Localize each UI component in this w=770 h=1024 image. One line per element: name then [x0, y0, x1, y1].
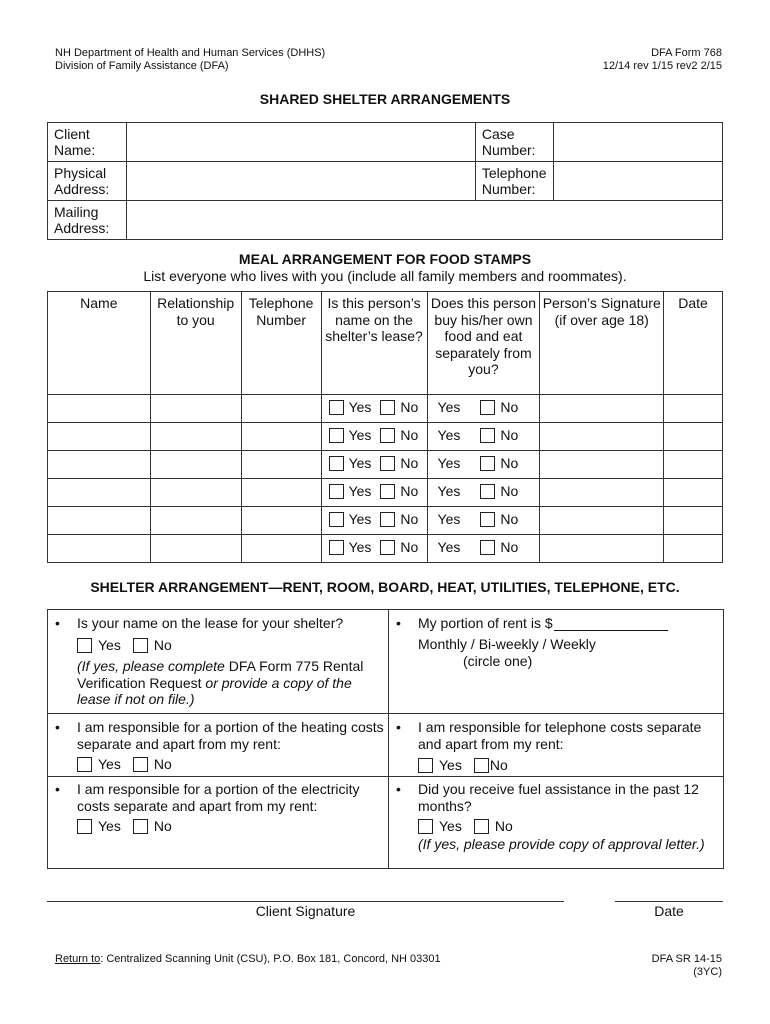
- date-cell[interactable]: [664, 479, 723, 507]
- yes-label: Yes: [98, 818, 121, 834]
- lease-yes-no: [321, 451, 427, 479]
- bullet: •: [55, 781, 60, 797]
- case-number-label: Case Number:: [475, 123, 553, 162]
- fuel-no-checkbox[interactable]: [474, 819, 489, 834]
- col-header-name: Name: [48, 292, 151, 395]
- lease-no-checkbox[interactable]: [380, 400, 395, 415]
- no-label: No: [400, 539, 419, 555]
- lease-yes-no: [321, 479, 427, 507]
- household-row: [48, 507, 723, 535]
- name-cell[interactable]: [48, 479, 151, 507]
- col-header-food: Does this person buy his/her own food and eat separately from you?: [427, 292, 540, 395]
- telephone-cell[interactable]: [241, 507, 321, 535]
- food-yes-no: [427, 395, 540, 423]
- yes-label: Yes: [437, 511, 461, 527]
- electricity-no-checkbox[interactable]: [133, 819, 148, 834]
- yes-label: Yes: [439, 818, 462, 834]
- lease-yes-checkbox[interactable]: [329, 428, 344, 443]
- date-label: Date: [654, 903, 684, 919]
- heat-yes-no: [77, 756, 172, 772]
- food-yes-checkbox[interactable]: [480, 400, 495, 415]
- heat-question-text: I am responsible for a portion of the heating costs separate and apart from my rent:: [77, 719, 384, 752]
- telephone-cell[interactable]: [241, 535, 321, 563]
- shelter-divider-1: [47, 713, 723, 714]
- telephone-cell[interactable]: [241, 479, 321, 507]
- lease-yes-checkbox[interactable]: [329, 484, 344, 499]
- lease-yes-no: [321, 423, 427, 451]
- telephone-number-label: Telephone Number:: [475, 162, 553, 201]
- yes-label: Yes: [437, 399, 461, 415]
- no-label: No: [153, 756, 172, 772]
- food-yes-no: [427, 507, 540, 535]
- no-label: No: [500, 427, 519, 443]
- relationship-cell[interactable]: [150, 423, 241, 451]
- lease-question-text: Is your name on the lease for your shelter?: [77, 615, 344, 631]
- lease-yes-checkbox[interactable]: [77, 638, 92, 653]
- food-yes-checkbox[interactable]: [480, 428, 495, 443]
- case-number-field[interactable]: [553, 123, 723, 162]
- household-table: [47, 291, 723, 563]
- heat-yes-checkbox[interactable]: [77, 757, 92, 772]
- division-name: Division of Family Assistance (DFA): [55, 60, 229, 72]
- shelter-section-title: SHELTER ARRANGEMENT—RENT, ROOM, BOARD, HEAT, UTILITIES, TELEPHONE, ETC.: [90, 579, 680, 595]
- no-label: No: [400, 427, 419, 443]
- food-yes-no: [427, 479, 540, 507]
- client-name-field[interactable]: [126, 123, 475, 162]
- relationship-cell[interactable]: [150, 507, 241, 535]
- form-number: DFA Form 768: [651, 47, 722, 59]
- client-info-table: [47, 122, 723, 240]
- bullet: •: [55, 615, 60, 631]
- shelter-divider-vertical: [388, 609, 389, 868]
- shelter-divider-2: [47, 776, 723, 777]
- fuel-yes-checkbox[interactable]: [418, 819, 433, 834]
- lease-yes-checkbox[interactable]: [329, 512, 344, 527]
- lease-note-1: (If yes, please complete: [77, 658, 229, 674]
- circle-one-note: (circle one): [463, 653, 533, 669]
- relationship-cell[interactable]: [150, 451, 241, 479]
- phone-no-checkbox[interactable]: [474, 758, 489, 773]
- no-label: No: [500, 483, 519, 499]
- lease-note-form: DFA Form 775 Rental Verification Request: [77, 658, 364, 691]
- lease-no-checkbox[interactable]: [380, 428, 395, 443]
- food-yes-checkbox[interactable]: [480, 540, 495, 555]
- date-cell[interactable]: [664, 423, 723, 451]
- name-cell[interactable]: [48, 423, 151, 451]
- yes-label: Yes: [437, 455, 461, 471]
- yes-label: Yes: [98, 637, 121, 653]
- food-yes-no: [427, 423, 540, 451]
- client-signature-line[interactable]: [47, 901, 564, 902]
- yes-label: Yes: [348, 539, 372, 555]
- no-label: No: [500, 455, 519, 471]
- form-title: SHARED SHELTER ARRANGEMENTS: [259, 91, 511, 107]
- date-cell[interactable]: [664, 507, 723, 535]
- bullet: •: [55, 719, 60, 735]
- food-yes-checkbox[interactable]: [480, 484, 495, 499]
- food-yes-checkbox[interactable]: [480, 456, 495, 471]
- no-label: No: [500, 511, 519, 527]
- lease-yes-no: [321, 507, 427, 535]
- date-cell[interactable]: [664, 535, 723, 563]
- telephone-cell[interactable]: [241, 423, 321, 451]
- yes-label: Yes: [348, 399, 372, 415]
- return-to-label: Return to: [55, 953, 101, 965]
- no-label: No: [500, 399, 519, 415]
- rent-frequency: Monthly / Bi-weekly / Weekly: [418, 636, 596, 652]
- household-row: [48, 395, 723, 423]
- electricity-yes-checkbox[interactable]: [77, 819, 92, 834]
- yes-label: Yes: [437, 539, 461, 555]
- name-cell[interactable]: [48, 451, 151, 479]
- name-cell[interactable]: [48, 507, 151, 535]
- fuel-question-text: Did you receive fuel assistance in the past 12 months?: [418, 781, 699, 814]
- lease-note-3: or provide a copy of the lease if not on file.): [77, 674, 352, 707]
- physical-address-label: Physical Address:: [48, 162, 127, 201]
- mailing-address-label: Mailing Address:: [48, 201, 127, 240]
- meal-section-subtitle: List everyone who lives with you (include all family members and roommates).: [143, 268, 627, 284]
- food-yes-checkbox[interactable]: [480, 512, 495, 527]
- signature-cell[interactable]: [540, 535, 664, 563]
- date-cell[interactable]: [664, 451, 723, 479]
- lease-yes-no: [321, 395, 427, 423]
- yes-label: Yes: [439, 757, 462, 773]
- yes-label: Yes: [348, 483, 372, 499]
- return-to-address: [55, 953, 441, 966]
- relationship-cell[interactable]: [150, 479, 241, 507]
- no-label: No: [153, 818, 172, 834]
- yes-label: Yes: [437, 483, 461, 499]
- no-label: No: [400, 455, 419, 471]
- rent-question-text: My portion of rent is $: [418, 615, 553, 631]
- yes-label: Yes: [437, 427, 461, 443]
- yes-label: Yes: [348, 511, 372, 527]
- form-revision: 12/14 rev 1/15 rev2 2/15: [602, 60, 722, 72]
- signature-cell[interactable]: [540, 423, 664, 451]
- phone-question-text: I am responsible for telephone costs separate and apart from my rent:: [418, 719, 702, 752]
- lease-no-checkbox[interactable]: [380, 456, 395, 471]
- bullet: •: [396, 719, 401, 735]
- heat-no-checkbox[interactable]: [133, 757, 148, 772]
- department-name: NH Department of Health and Human Services (DHHS): [55, 47, 326, 59]
- col-header-date: Date: [664, 292, 723, 395]
- date-cell[interactable]: [664, 395, 723, 423]
- household-row: [48, 423, 723, 451]
- no-label: No: [153, 637, 172, 653]
- no-label: No: [489, 757, 508, 773]
- client-name-label: Client Name:: [48, 123, 127, 162]
- no-label: No: [400, 483, 419, 499]
- return-to-text: : Centralized Scanning Unit (CSU), P.O. Box 181, Concord, NH 03301: [100, 953, 441, 965]
- name-cell[interactable]: [48, 535, 151, 563]
- fuel-note: (If yes, please provide copy of approval letter.): [418, 836, 705, 852]
- lease-no-checkbox[interactable]: [380, 512, 395, 527]
- relationship-cell[interactable]: [150, 395, 241, 423]
- col-header-relationship: Relationship to you: [150, 292, 241, 395]
- meal-section-title: MEAL ARRANGEMENT FOR FOOD STAMPS: [238, 251, 532, 267]
- lease-yes-checkbox[interactable]: [329, 540, 344, 555]
- household-row: [48, 535, 723, 563]
- lease-yes-no: [77, 637, 172, 653]
- col-header-telephone: Telephone Number: [241, 292, 321, 395]
- yes-label: Yes: [348, 455, 372, 471]
- signature-cell[interactable]: [540, 479, 664, 507]
- signature-cell[interactable]: [540, 451, 664, 479]
- telephone-number-field[interactable]: [553, 162, 723, 201]
- mailing-address-field[interactable]: [126, 201, 722, 240]
- signature-cell[interactable]: [540, 395, 664, 423]
- fuel-yes-no: [418, 818, 513, 834]
- bullet: •: [396, 781, 401, 797]
- lease-no-checkbox[interactable]: [380, 540, 395, 555]
- lease-no-checkbox[interactable]: [133, 638, 148, 653]
- no-label: No: [494, 818, 513, 834]
- lease-no-checkbox[interactable]: [380, 484, 395, 499]
- bullet: •: [396, 615, 401, 631]
- yes-label: Yes: [98, 756, 121, 772]
- lease-yes-checkbox[interactable]: [329, 456, 344, 471]
- col-header-lease: Is this person’s name on the shelter’s lease?: [321, 292, 427, 395]
- no-label: No: [400, 399, 419, 415]
- household-row: [48, 451, 723, 479]
- lease-note: [77, 658, 377, 708]
- phone-yes-checkbox[interactable]: [418, 758, 433, 773]
- date-line[interactable]: [615, 901, 723, 902]
- food-yes-no: [427, 535, 540, 563]
- no-label: No: [400, 511, 419, 527]
- col-header-signature: Person’s Signature (if over age 18): [540, 292, 664, 395]
- lease-yes-no: [321, 535, 427, 563]
- telephone-cell[interactable]: [241, 451, 321, 479]
- rent-amount-field[interactable]: [554, 630, 668, 631]
- client-signature-label: Client Signature: [255, 903, 356, 919]
- phone-yes-no: [418, 757, 508, 773]
- electricity-question-text: I am responsible for a portion of the electricity costs separate and apart from my rent:: [77, 781, 360, 814]
- signature-cell[interactable]: [540, 507, 664, 535]
- yes-label: Yes: [348, 427, 372, 443]
- telephone-cell[interactable]: [241, 395, 321, 423]
- relationship-cell[interactable]: [150, 535, 241, 563]
- physical-address-field[interactable]: [126, 162, 475, 201]
- footer-code: DFA SR 14-15: [651, 953, 722, 965]
- no-label: No: [500, 539, 519, 555]
- electricity-yes-no: [77, 818, 172, 834]
- household-row: [48, 479, 723, 507]
- footer-sub: (3YC): [693, 966, 722, 978]
- name-cell[interactable]: [48, 395, 151, 423]
- food-yes-no: [427, 451, 540, 479]
- lease-yes-checkbox[interactable]: [329, 400, 344, 415]
